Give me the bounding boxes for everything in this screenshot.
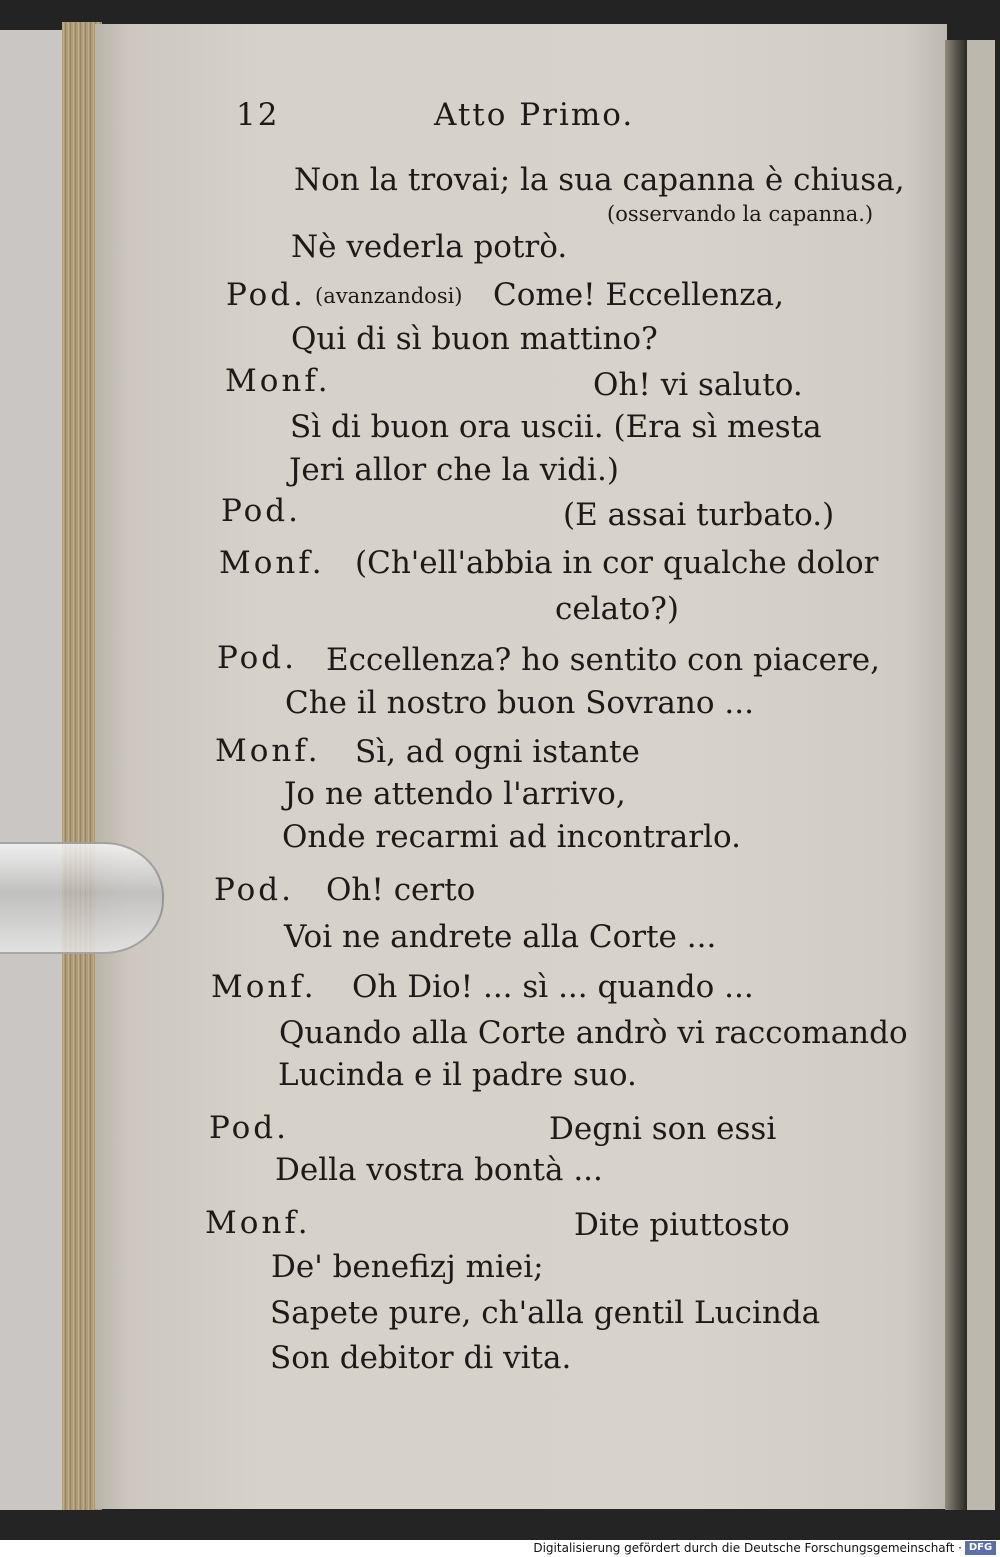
text-line: Sapete pure, ch'alla gentil Lucinda bbox=[270, 1295, 821, 1331]
text-line: Che il nostro buon Sovrano ... bbox=[285, 685, 754, 721]
speaker-label: Monf. bbox=[215, 733, 321, 769]
speaker-label: Pod. bbox=[226, 277, 306, 313]
text-line: Oh! vi saluto. bbox=[593, 367, 803, 403]
text-line: Degni son essi bbox=[549, 1111, 777, 1147]
speaker-label: Pod. bbox=[214, 872, 294, 908]
text-line: Come! Eccellenza, bbox=[493, 277, 784, 313]
digitization-credit: Digitalisierung gefördert durch die Deutsche Forschungsgemeinschaft · bbox=[533, 1541, 962, 1555]
glass-page-weight bbox=[0, 842, 164, 954]
text-line: Son debitor di vita. bbox=[270, 1340, 572, 1376]
text-line: Oh Dio! ... sì ... quando ... bbox=[352, 969, 754, 1005]
text-line: Sì, ad ogni istante bbox=[355, 734, 640, 770]
bottom-background bbox=[0, 1510, 1000, 1540]
text-line: Jeri allor che la vidi.) bbox=[289, 452, 619, 488]
speaker-label: Monf. bbox=[205, 1205, 311, 1241]
stage-direction: (osservando la capanna.) bbox=[607, 202, 874, 226]
text-line: Eccellenza? ho sentito con piacere, bbox=[326, 642, 880, 678]
text-line: Sì di buon ora uscii. (Era sì mesta bbox=[290, 409, 822, 445]
speaker-label: Monf. bbox=[225, 363, 331, 399]
text-line: Onde recarmi ad incontrarlo. bbox=[282, 819, 741, 855]
text-line: Lucinda e il padre suo. bbox=[278, 1057, 637, 1093]
text-line: De' benefizj miei; bbox=[271, 1249, 544, 1285]
text-line: Quando alla Corte andrò vi raccomando bbox=[279, 1015, 908, 1051]
text-line: Della vostra bontà ... bbox=[275, 1152, 603, 1188]
text-line: Voi ne andrete alla Corte ... bbox=[284, 919, 717, 955]
stage-direction: (avanzandosi) bbox=[315, 284, 463, 308]
text-line: (E assai turbato.) bbox=[563, 497, 835, 533]
speaker-label: Monf. bbox=[211, 969, 317, 1005]
text-line: Jo ne attendo l'arrivo, bbox=[284, 776, 626, 812]
text-line: (Ch'ell'abbia in cor qualche dolor bbox=[355, 545, 879, 581]
text-line: Oh! certo bbox=[326, 872, 476, 908]
text-line: celato?) bbox=[555, 591, 679, 627]
dfg-logo: DFG bbox=[965, 1541, 996, 1555]
left-page-edge bbox=[0, 30, 70, 1510]
speaker-label: Pod. bbox=[221, 493, 301, 529]
text-line: Dite piuttosto bbox=[574, 1207, 790, 1243]
speaker-label: Pod. bbox=[217, 640, 297, 676]
running-head: Atto Primo. bbox=[434, 97, 635, 133]
text-line: Nè vederla potrò. bbox=[291, 229, 568, 265]
speaker-label: Pod. bbox=[209, 1110, 289, 1146]
page-number: 12 bbox=[236, 97, 280, 133]
speaker-label: Monf. bbox=[219, 545, 325, 581]
text-line: Qui di sì buon mattino? bbox=[291, 321, 658, 357]
right-page-edge bbox=[967, 40, 995, 1510]
book-gutter bbox=[945, 40, 967, 1510]
text-line: Non la trovai; la sua capanna è chiusa, bbox=[294, 162, 905, 198]
